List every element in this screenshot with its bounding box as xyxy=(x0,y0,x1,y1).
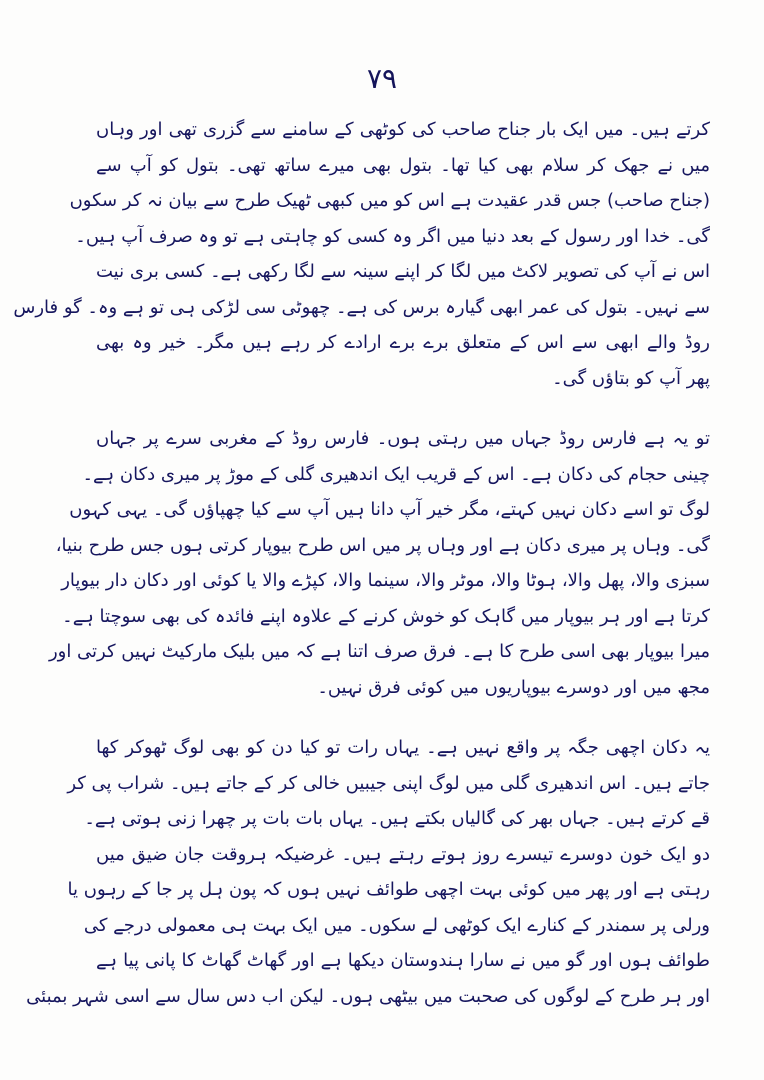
text-line: اور ہر طرح کے لوگوں کی صحبت میں بیٹھی ہوں۔ لیکن اب دس سال سے اسی شہر بمبئی xyxy=(26,985,710,1007)
text-line: پھر آپ کو بتاؤں گی۔ xyxy=(552,367,710,389)
text-line: جاتے ہیں۔ اس اندھیری گلی میں لوگ اپنی جیبیں خالی کر کے جاتے ہیں۔ شراب پی کر xyxy=(67,772,710,794)
text-line: یہ دکان اچھی جگہ پر واقع نہیں ہے۔ یہاں رات تو کیا دن کو بھی لوگ ٹھوکر کھا xyxy=(96,737,710,758)
text-line: قے کرتے ہیں۔ جہاں بھر کی گالیاں بکتے ہیں۔ یہاں بات بات پر چھرا زنی ہوتی ہے۔ xyxy=(84,808,710,829)
text-line: کرتا ہے اور ہر بیوپار میں گاہک کو خوش کرنے کے علاوہ اپنے فائدہ کی بھی سوچتا ہے۔ xyxy=(62,605,710,627)
text-line: مجھ میں اور دوسرے بیوپاریوں میں کوئی فرق نہیں۔ xyxy=(317,676,710,698)
text-line: میں نے جھک کر سلام بھی کیا تھا۔ بتول بھی میرے ساتھ تھی۔ بتول کو آپ سے xyxy=(96,154,710,176)
text-line: ورلی پر سمندر کے کنارے ایک کوٹھی لے سکوں۔ میں ایک بہت ہی معمولی درجے کی xyxy=(83,914,710,936)
page-number: ۷۹ xyxy=(366,62,398,95)
text-line: اس نے آپ کی تصویر لاکٹ میں لگا کر اپنے سینہ سے لگا رکھی ہے۔ کسی بری نیت xyxy=(96,261,710,282)
text-line: طوائف ہوں اور گو میں نے سارا ہندوستان دیکھا ہے اور گھاٹ گھاٹ کا پانی پیا ہے xyxy=(96,950,710,971)
text-line: چینی حجام کی دکان ہے۔ اس کے قریب ایک اندھیری گلی کے موڑ پر میری دکان ہے۔ xyxy=(82,463,710,485)
text-line: لوگ تو اسے دکان نہیں کہتے، مگر خیر آپ دانا ہیں آپ سے کیا چھپاؤں گی۔ یہی کہوں xyxy=(69,499,710,520)
body-text xyxy=(13,112,710,1014)
text-line: گی۔ خدا اور رسول کے بعد دنیا میں اگر وہ کسی کو چاہتی ہے تو وہ صرف آپ ہیں۔ xyxy=(75,225,710,247)
text-line: (جناح صاحب) جس قدر عقیدت ہے اس کو میں کبھی ٹھیک طرح سے بیان نہ کر سکوں xyxy=(69,190,710,211)
text-line: سبزی والا، پھل والا، ہوٹا والا، موٹر والا، سینما والا، کپڑے والا یا کوئی اور دکان دار بیوپار xyxy=(61,570,710,591)
text-line: کرتے ہیں۔ میں ایک بار جناح صاحب کی کوٹھی کے سامنے سے گزری تھی اور وہاں xyxy=(96,119,710,140)
text-line: سے نہیں۔ بتول کی عمر ابھی گیارہ برس کی ہے۔ چھوٹی سی لڑکی ہی تو ہے وہ۔ گو فارس xyxy=(13,296,710,318)
text-line: گی۔ وہاں پر میری دکان ہے اور وہاں پر میں اس طرح بیوپار کرتی ہوں جس طرح بنیا، xyxy=(55,534,710,556)
text-line: میرا بیوپار بھی اسی طرح کا ہے۔ فرق صرف اتنا ہے کہ میں بلیک مارکیٹ نہیں کرتی اور xyxy=(48,641,710,662)
text-line: رہتی ہے اور پھر میں کوئی بہت اچھی طوائف نہیں ہوں کہ پون ہل پر جا کے رہوں یا xyxy=(67,879,710,900)
paragraph-2 xyxy=(48,421,710,705)
paragraph-1 xyxy=(13,112,710,396)
paragraph-3 xyxy=(26,730,710,1014)
text-line: روڈ والے ابھی سے اس کے متعلق برے برے ارادے کر رہے ہیں مگر۔ خیر وہ بھی xyxy=(96,332,710,353)
text-line: تو یہ ہے فارس روڈ جہاں میں رہتی ہوں۔ فارس روڈ کے مغربی سرے پر جہاں xyxy=(96,428,710,449)
text-line: دو ایک خون دوسرے تیسرے روز ہوتے رہتے ہیں۔ غرضیکہ ہروقت جان ضیق میں xyxy=(96,843,710,865)
